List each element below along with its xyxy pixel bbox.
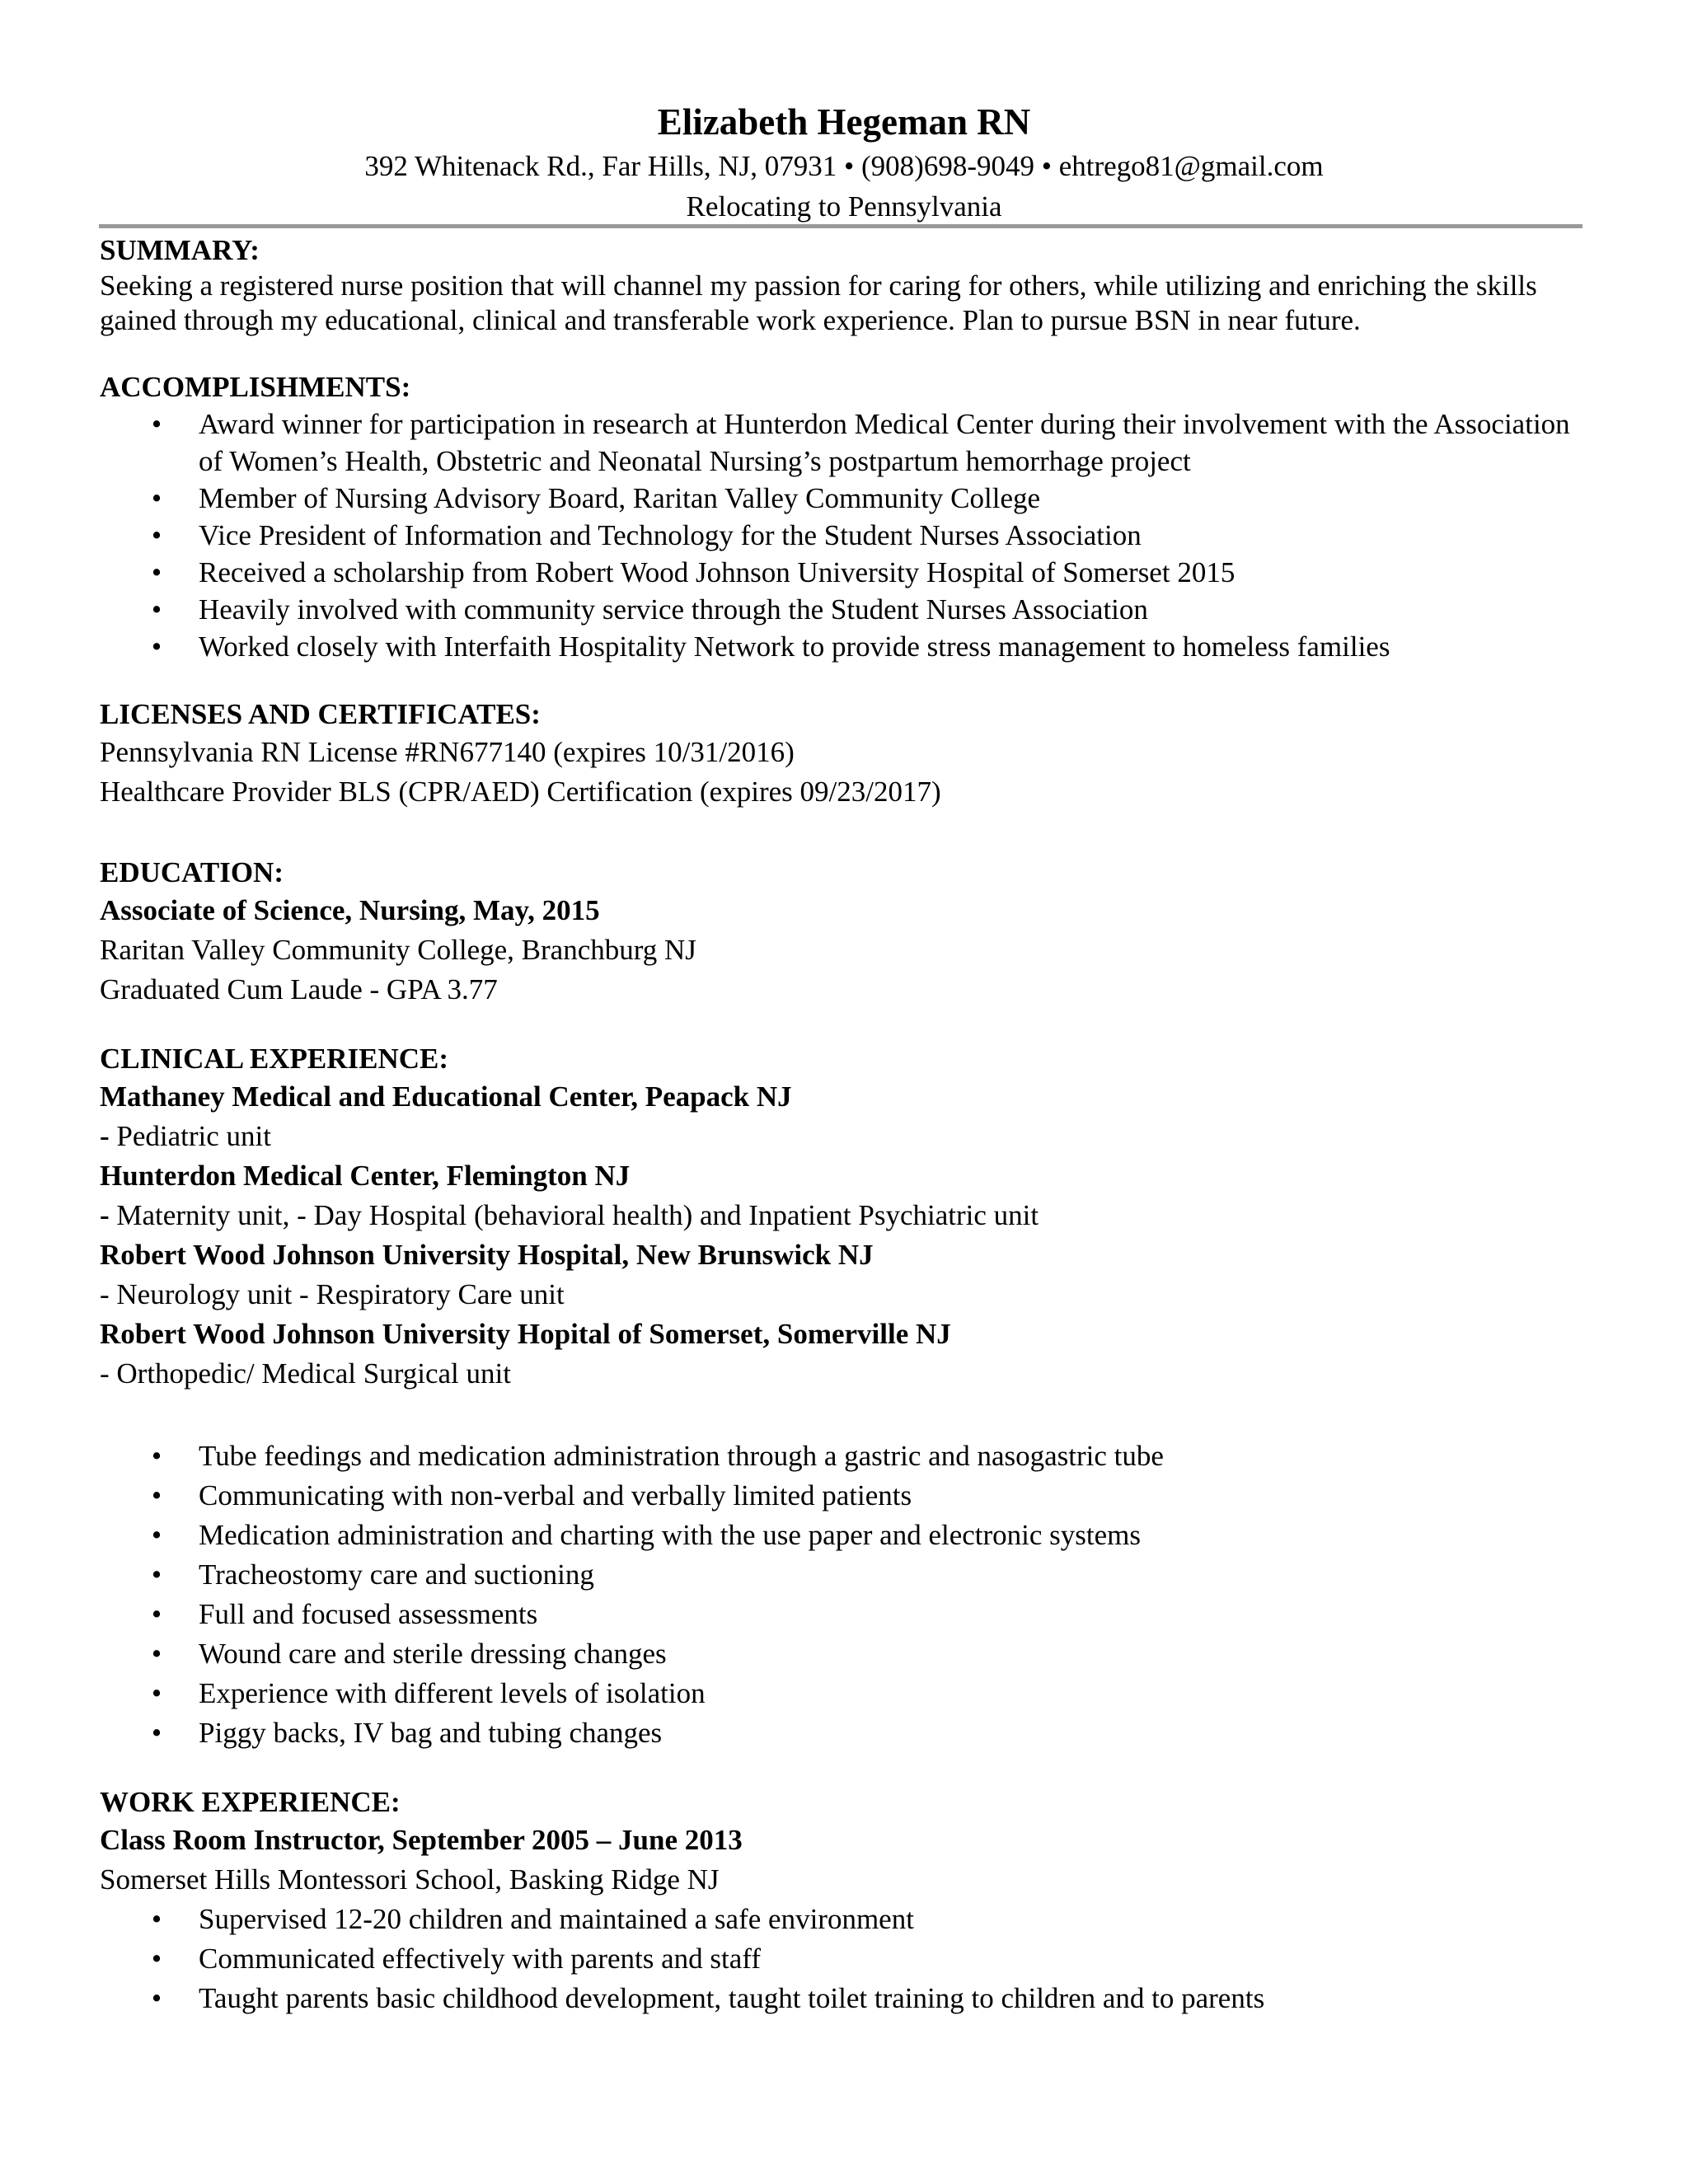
clinical-site-name: Robert Wood Johnson University Hopital of Somerset, Somerville NJ	[100, 1318, 951, 1350]
list-item	[100, 1674, 1583, 1713]
spacer	[100, 1753, 1583, 1784]
clinical-heading: CLINICAL EXPERIENCE:	[100, 1043, 448, 1075]
clinical-section	[100, 1041, 1583, 1753]
bullet-icon: •	[151, 519, 162, 551]
spacer	[100, 665, 1583, 696]
work-employer: Somerset Hills Montessori School, Basking Ridge NJ	[100, 1863, 720, 1896]
list-item	[100, 1516, 1583, 1555]
work-heading: WORK EXPERIENCE:	[100, 1786, 401, 1818]
education-section	[100, 855, 1583, 1010]
bullet-icon: •	[151, 1982, 162, 2014]
clinical-site-units: - Neurology unit - Respiratory Care unit	[100, 1278, 565, 1310]
education-heading: EDUCATION:	[100, 856, 284, 888]
contact-line: 392 Whitenack Rd., Far Hills, NJ, 07931 • (908)698-9049 • ehtrego81@gmail.com	[364, 150, 1324, 182]
list-item-text: Piggy backs, IV bag and tubing changes	[199, 1717, 663, 1749]
bullet-icon: •	[151, 1638, 162, 1670]
education-degree: Associate of Science, Nursing, May, 2015	[100, 894, 600, 926]
clinical-site-units	[100, 1196, 1583, 1235]
education-school: Raritan Valley Community College, Branchburg NJ	[100, 934, 696, 966]
list-item	[100, 1595, 1583, 1634]
list-item-text: Medication administration and charting with the use paper and electronic systems	[199, 1519, 1142, 1551]
list-item-text: Wound care and sterile dressing changes	[199, 1638, 667, 1670]
spacer	[100, 338, 1583, 369]
bullet-icon: •	[151, 1598, 162, 1630]
list-item	[100, 405, 1583, 480]
license-item: Healthcare Provider BLS (CPR/AED) Certification (expires 09/23/2017)	[100, 776, 941, 808]
bullet-icon: •	[151, 1717, 162, 1749]
list-item-text: Tracheostomy care and suctioning	[199, 1558, 594, 1591]
spacer	[100, 1010, 1583, 1041]
bullet-icon: •	[151, 630, 162, 663]
bullet-icon: •	[151, 1677, 162, 1709]
list-item	[100, 591, 1583, 628]
summary-section	[100, 232, 1583, 338]
work-job-title: Class Room Instructor, September 2005 – June 2013	[100, 1824, 743, 1856]
work-duties-list	[100, 1900, 1583, 2018]
list-item-text: Heavily involved with community service through the Student Nurses Association	[199, 593, 1148, 626]
clinical-skills-list	[100, 1436, 1583, 1753]
list-item	[100, 1634, 1583, 1674]
list-item-text: Taught parents basic childhood development, taught toilet training to children and to parents	[199, 1982, 1265, 2014]
clinical-site-name: Mathaney Medical and Educational Center, Peapack NJ	[100, 1080, 792, 1113]
list-item	[100, 480, 1583, 517]
clinical-site-units: - Orthopedic/ Medical Surgical unit	[100, 1357, 511, 1390]
bullet-icon: •	[151, 556, 162, 588]
accomplishments-list	[100, 405, 1583, 665]
bullet-icon: •	[151, 408, 162, 440]
resume-name: Elizabeth Hegeman RN	[657, 101, 1031, 143]
dash-mark: -	[100, 1120, 110, 1152]
bullet-icon: •	[151, 1519, 162, 1551]
summary-heading: SUMMARY:	[100, 234, 260, 266]
bullet-icon: •	[151, 1558, 162, 1591]
licenses-heading: LICENSES AND CERTIFICATES:	[100, 698, 541, 730]
spacer	[100, 1394, 1583, 1436]
dash-mark: -	[100, 1199, 110, 1231]
list-item	[100, 1979, 1583, 2018]
list-item-text: Member of Nursing Advisory Board, Raritan Valley Community College	[199, 482, 1041, 514]
relocation-note: Relocating to Pennsylvania	[686, 190, 1002, 223]
list-item	[100, 1713, 1583, 1753]
clinical-site-name: Hunterdon Medical Center, Flemington NJ	[100, 1160, 631, 1192]
bullet-icon: •	[151, 482, 162, 514]
bullet-icon: •	[151, 1440, 162, 1472]
list-item	[100, 1900, 1583, 1939]
licenses-section	[100, 696, 1583, 812]
bullet-icon: •	[151, 1479, 162, 1511]
units-text: Maternity unit, - Day Hospital (behavioral health) and Inpatient Psychiatric unit	[109, 1199, 1039, 1231]
list-item-text: Communicated effectively with parents and staff	[199, 1943, 761, 1975]
list-item	[100, 517, 1583, 554]
header-divider	[99, 224, 1582, 228]
list-item-text: Experience with different levels of isolation	[199, 1677, 706, 1709]
list-item-text: Worked closely with Interfaith Hospitality Network to provide stress management to homeless families	[199, 630, 1390, 663]
list-item-text: Supervised 12-20 children and maintained a safe environment	[199, 1903, 914, 1935]
bullet-icon: •	[151, 1943, 162, 1975]
bullet-icon: •	[151, 593, 162, 626]
list-item	[100, 1436, 1583, 1476]
list-item-text: Received a scholarship from Robert Wood Johnson University Hospital of Somerset 2015	[199, 556, 1236, 588]
list-item-text: Tube feedings and medication administration through a gastric and nasogastric tube	[199, 1440, 1164, 1472]
list-item	[100, 1555, 1583, 1595]
work-section	[100, 1784, 1583, 2018]
resume-body	[100, 232, 1583, 2018]
list-item	[100, 554, 1583, 591]
license-item: Pennsylvania RN License #RN677140 (expires 10/31/2016)	[100, 736, 795, 768]
list-item-text: Full and focused assessments	[199, 1598, 538, 1630]
accomplishments-heading: ACCOMPLISHMENTS:	[100, 371, 411, 403]
list-item-text: Communicating with non-verbal and verbally limited patients	[199, 1479, 912, 1511]
units-text: Pediatric unit	[109, 1120, 272, 1152]
list-item	[100, 1476, 1583, 1516]
list-item	[100, 628, 1583, 665]
summary-text: Seeking a registered nurse position that will channel my passion for caring for others, while utilizing and enriching the skills gained through my educational, clinical and transferable work experience. Plan to pursue BSN in near future.	[100, 269, 1537, 336]
list-item	[100, 1939, 1583, 1979]
list-item-text: Award winner for participation in research at Hunterdon Medical Center during their involvement with the Association of Women’s Health, Obstetric and Neonatal Nursing’s postpartum hemorrhage project	[199, 408, 1570, 477]
accomplishments-section	[100, 369, 1583, 665]
list-item-text: Vice President of Information and Technology for the Student Nurses Association	[199, 519, 1142, 551]
education-honors: Graduated Cum Laude - GPA 3.77	[100, 973, 498, 1005]
spacer	[100, 812, 1583, 855]
bullet-icon: •	[151, 1903, 162, 1935]
clinical-site-name: Robert Wood Johnson University Hospital, New Brunswick NJ	[100, 1239, 874, 1271]
clinical-site-units	[100, 1117, 1583, 1156]
